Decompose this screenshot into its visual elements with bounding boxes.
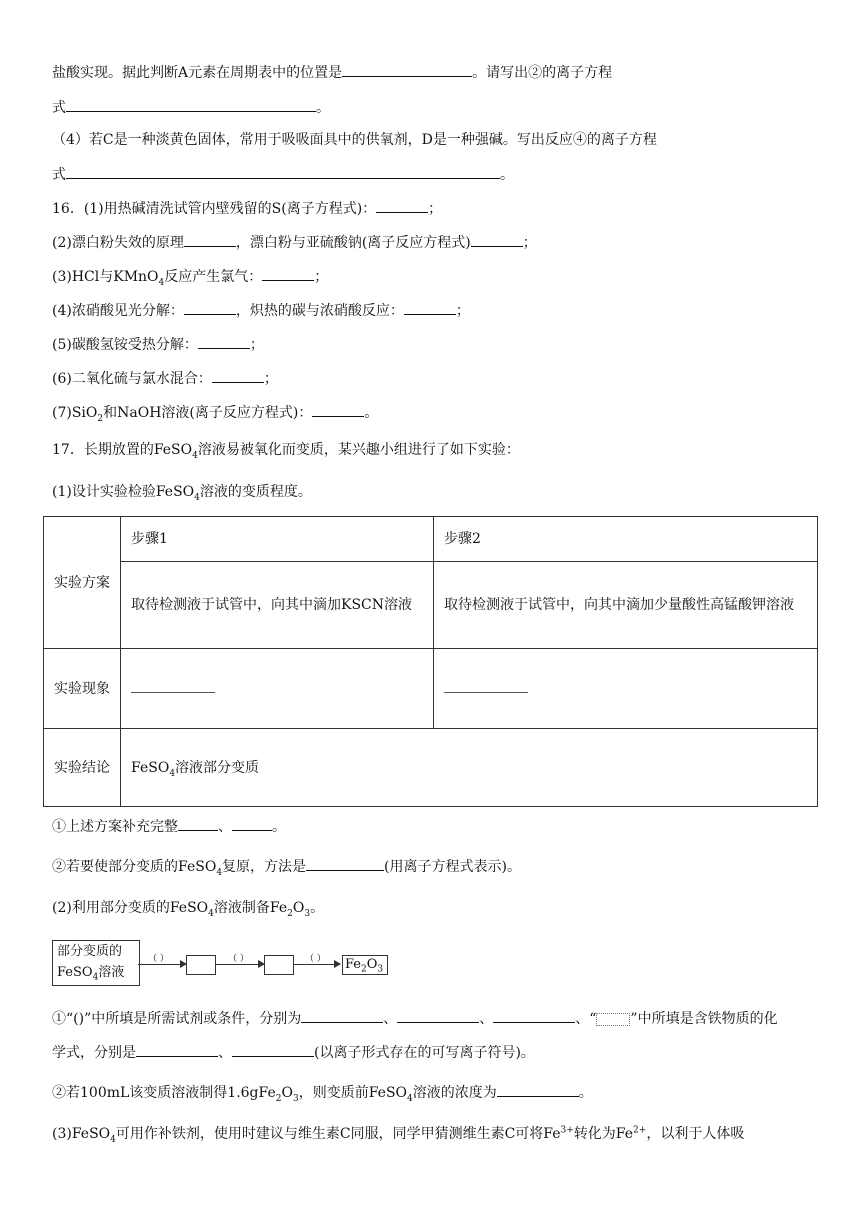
answer-blank[interactable]: [493, 1008, 575, 1023]
answer-blank[interactable]: [184, 232, 236, 247]
flow-end-box: [342, 955, 388, 975]
subscript: 4: [216, 867, 223, 878]
flow-condition-2: （ ）: [228, 954, 249, 964]
subscript: 2: [97, 413, 104, 424]
table-row: [44, 517, 818, 562]
flow-start-formula: FeSO: [57, 965, 93, 980]
q15-line-3: [52, 130, 657, 150]
q17-text: ②若要使部分变质的FeSO: [52, 859, 217, 875]
q17-c1: [52, 816, 286, 837]
step1-header: 步骤1: [121, 517, 434, 562]
step2-desc: 取待检测液于试管中，向其中滴加少量酸性高锰酸钾溶液: [434, 562, 818, 649]
table-row: [44, 649, 818, 729]
q17-text: ①“()”中所填是所需试剂或条件，分别为: [52, 1011, 302, 1027]
answer-blank[interactable]: [444, 680, 528, 693]
flow-condition-1: （ ）: [148, 954, 169, 964]
q15-text: 盐酸实现。据此判断A元素在周期表中的位置是: [52, 65, 343, 81]
q17-p3: [52, 1124, 744, 1144]
subscript: 3: [292, 1093, 299, 1104]
q17-f2: [52, 1042, 535, 1063]
step1-desc: 取待检测液于试管中，向其中滴加KSCN溶液: [121, 562, 434, 649]
table-row: [44, 562, 818, 649]
q17-text: 溶液的变质程度。: [199, 484, 312, 500]
preparation-flow: [52, 940, 452, 986]
answer-blank[interactable]: [306, 856, 384, 871]
q15-part-4: （4）若C是一种淡黄色固体，常用于吸吸面具中的供氧剂，D是一种强碱。写出反应④的离子方程: [52, 132, 657, 148]
q17-text: 17．长期放置的FeSO: [52, 442, 193, 458]
subscript: 3: [304, 908, 311, 919]
subscript: 4: [158, 277, 165, 288]
answer-blank[interactable]: [232, 1042, 314, 1057]
q15-line-1: [52, 62, 612, 83]
answer-blank[interactable]: [136, 1042, 218, 1057]
q17-p2: [52, 898, 324, 918]
conclusion-cell: [121, 729, 818, 807]
q17-text: O: [281, 1085, 293, 1101]
flow-start-box: [52, 940, 140, 986]
q17-text: 、: [479, 1011, 494, 1027]
q17-line-1: [52, 440, 520, 460]
flow-blank-box-2[interactable]: [264, 955, 294, 975]
flow-blank-box-1[interactable]: [186, 955, 216, 975]
answer-blank[interactable]: [184, 300, 236, 315]
row-head-plan: 实验方案: [44, 517, 121, 649]
subscript: 3: [377, 964, 384, 975]
q17-text: 、: [218, 1045, 232, 1061]
subscript: 2: [287, 908, 293, 919]
experiment-table: [43, 516, 818, 807]
q16-text: ；: [522, 235, 537, 251]
q17-text: ，则变质前FeSO: [298, 1085, 408, 1101]
q15-line-2: [52, 97, 330, 118]
answer-blank[interactable]: [342, 62, 472, 77]
q15-text: 。: [316, 100, 330, 116]
flow-arrow-1: [138, 964, 186, 965]
q16-line-7: [52, 402, 378, 423]
answer-blank[interactable]: [198, 334, 250, 349]
q16-line-3: [52, 266, 328, 287]
subscript: 4: [92, 972, 99, 983]
q17-text: 。: [272, 819, 286, 835]
q16-text: ；: [455, 303, 470, 319]
q17-text: (2)利用部分变质的FeSO: [52, 900, 209, 916]
q17-text: O: [292, 900, 305, 916]
row-head-conclusion: 实验结论: [44, 729, 121, 807]
q16-text: 16．(1)用热碱清洗试管内壁残留的S(离子方程式)：: [52, 201, 377, 217]
subscript: 4: [194, 492, 200, 503]
q16-text: (6)二氧化硫与氯水混合：: [52, 371, 212, 387]
q16-text: ；: [314, 269, 329, 285]
q16-text: ，炽热的碳与浓硝酸反应：: [235, 303, 404, 319]
answer-blank[interactable]: [397, 1008, 479, 1023]
flow-start-label-2: [57, 962, 139, 983]
q17-text: (1)设计实验检验FeSO: [52, 484, 195, 500]
flow-start-text: 溶液: [98, 965, 125, 980]
answer-blank[interactable]: [404, 300, 456, 315]
q16-text: (2)漂白粉失效的原理: [52, 235, 184, 251]
subscript: 4: [169, 768, 176, 779]
flow-end-formula: O: [366, 957, 378, 972]
q17-text: 。: [310, 900, 325, 916]
subscript: 4: [407, 1093, 413, 1104]
conclusion-text: FeSO: [131, 759, 170, 776]
subscript: 4: [192, 450, 198, 461]
flow-condition-3: （ ）: [305, 954, 326, 964]
q17-text: 、: [218, 819, 232, 835]
q16-text: ；: [428, 201, 443, 217]
answer-blank[interactable]: [497, 1082, 579, 1097]
conclusion-text: 溶液部分变质: [175, 759, 260, 776]
q17-text: 。: [578, 1085, 593, 1101]
q17-f1: [52, 1008, 778, 1029]
subscript: 4: [208, 908, 214, 919]
q16-line-4: [52, 300, 470, 321]
q16-text: (3)HCl与KMnO: [52, 269, 159, 285]
dotted-box-icon: [596, 1013, 630, 1026]
q15-text: 。请写出②的离子方程: [472, 65, 613, 81]
q17-text: 转化为Fe: [573, 1126, 634, 1142]
q16-line-2: [52, 232, 537, 253]
q15-text: 式: [52, 100, 66, 116]
q17-text: (以离子形式存在的可写离子符号)。: [314, 1045, 535, 1061]
q17-text: 复原，方法是: [222, 859, 307, 875]
q16-line-5: [52, 334, 264, 355]
answer-blank[interactable]: [212, 368, 264, 383]
q16-text: ，漂白粉与亚硫酸钠(离子反应方程式): [235, 235, 471, 251]
superscript: 2+: [633, 1125, 647, 1136]
q16-text: (5)碳酸氢铵受热分解：: [52, 337, 198, 353]
subscript: 2: [275, 1093, 282, 1104]
flow-arrow-2: [216, 964, 264, 965]
q17-text: 溶液易被氧化而变质，某兴趣小组进行了如下实验：: [197, 442, 520, 458]
q16-text: ；: [263, 371, 278, 387]
answer-blank[interactable]: [131, 680, 215, 693]
answer-blank[interactable]: [301, 1008, 383, 1023]
q17-text: ”中所填是含铁物质的化: [630, 1011, 778, 1027]
q17-line-2: [52, 482, 312, 502]
phenomenon-cell-1: [121, 649, 434, 729]
q16-text: 。: [364, 405, 379, 421]
q17-text: ，以利于人体吸: [646, 1126, 745, 1142]
flow-start-label-1: 部分变质的: [57, 944, 123, 959]
q16-text: (7)SiO: [52, 405, 98, 421]
answer-blank[interactable]: [232, 816, 272, 831]
q17-text: 、“: [575, 1011, 597, 1027]
q15-text: 式: [52, 167, 66, 183]
q17-text: ①上述方案补充完整: [52, 819, 178, 835]
q16-line-6: [52, 368, 278, 389]
q15-line-4: [52, 164, 514, 185]
row-head-phenomenon: 实验现象: [44, 649, 121, 729]
answer-blank[interactable]: [376, 198, 428, 213]
superscript: 3+: [560, 1125, 574, 1136]
q17-text: ②若100mL该变质溶液制得1.6gFe: [52, 1085, 276, 1101]
answer-blank[interactable]: [66, 164, 500, 179]
phenomenon-cell-2: [434, 649, 818, 729]
q17-text: 可用作补铁剂，使用时建议与维生素C同服，同学甲猜测维生素C可将Fe: [115, 1126, 561, 1142]
q16-text: (4)浓硝酸见光分解：: [52, 303, 184, 319]
answer-blank[interactable]: [312, 402, 364, 417]
q16-text: ；: [249, 337, 264, 353]
answer-blank[interactable]: [471, 232, 523, 247]
q16-text: 和NaOH溶液(离子反应方程式)：: [103, 405, 313, 421]
q16-text: 反应产生氯气：: [164, 269, 263, 285]
answer-blank[interactable]: [262, 266, 314, 281]
subscript: 4: [110, 1134, 116, 1145]
q17-text: 、: [383, 1011, 398, 1027]
q17-text: 学式，分别是: [52, 1045, 136, 1061]
q17-text: 溶液制备Fe: [213, 900, 288, 916]
subscript: 2: [361, 964, 367, 975]
flow-arrow-3: [294, 964, 340, 965]
q17-g: [52, 1082, 593, 1103]
step2-header: 步骤2: [434, 517, 818, 562]
q17-text: (用离子方程式表示)。: [384, 859, 521, 875]
answer-blank[interactable]: [66, 97, 316, 112]
table-row: [44, 729, 818, 807]
flow-end-formula: Fe: [345, 957, 362, 972]
q17-text: 溶液的浓度为: [412, 1085, 497, 1101]
q17-c2: [52, 856, 521, 877]
q17-text: (3)FeSO: [52, 1126, 111, 1142]
answer-blank[interactable]: [178, 816, 218, 831]
q16-line-1: [52, 198, 442, 219]
q15-text: 。: [500, 167, 514, 183]
